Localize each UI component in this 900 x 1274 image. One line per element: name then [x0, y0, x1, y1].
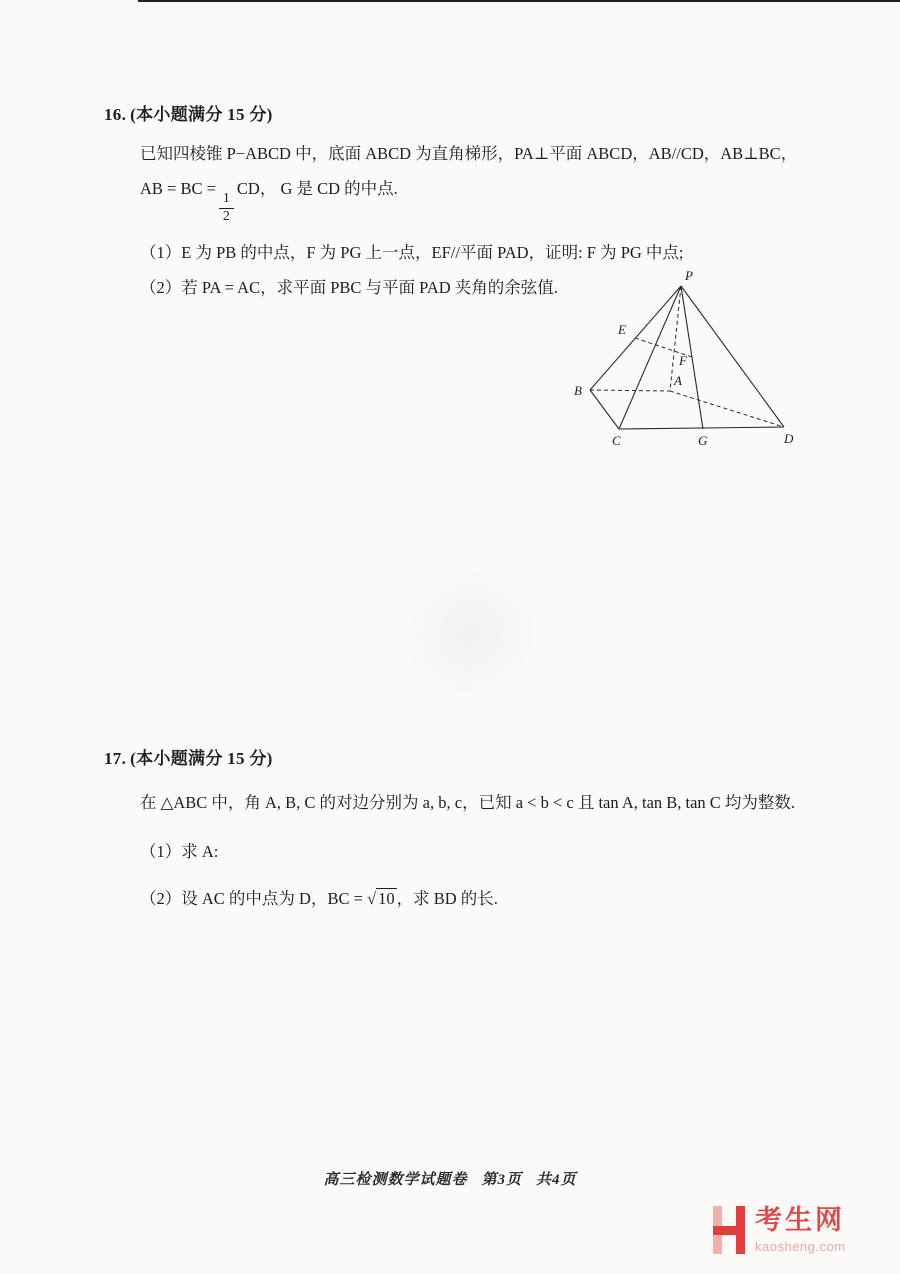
pyramid-solid-edges — [590, 286, 784, 429]
pyramid-figure — [568, 270, 808, 452]
question-16-line-1: 已知四棱锥 P−ABCD 中，底面 ABCD 为直角梯形，PA⊥平面 ABCD，AB//CD，AB⊥BC， — [140, 144, 798, 163]
edge-BA-hidden — [590, 390, 670, 391]
q17-item2-prefix: （2）设 AC 的中点为 D，BC = — [140, 889, 363, 909]
vertex-label-D: D — [784, 431, 794, 446]
kaosheng-brand-name: 考生网 — [755, 1205, 845, 1235]
question-16-item-1: （1）E 为 PB 的中点，F 为 PG 上一点，EF//平面 PAD，证明: F 为 PG 中点; — [140, 242, 684, 262]
radicand: 10 — [378, 889, 395, 909]
edge-BC — [590, 390, 619, 429]
radical-sign: √ — [367, 889, 377, 909]
question-17-item-2 — [140, 885, 804, 912]
edge-CD — [619, 427, 784, 429]
q17-item2-suffix: ，求 BD 的长. — [396, 889, 498, 909]
q16-line2-prefix: AB = BC = — [140, 179, 216, 199]
question-17 — [104, 744, 804, 913]
question-17-body — [140, 789, 804, 913]
vertex-label-B: B — [574, 383, 582, 398]
question-16-score-note: (本小题满分 15 分) — [130, 105, 273, 124]
edge-PD — [681, 286, 784, 427]
vertex-label-A: A — [674, 373, 682, 388]
sqrt-ten — [367, 888, 397, 908]
question-16-item-2: （2）若 PA = AC，求平面 PBC 与平面 PAD 夹角的余弦值. — [140, 277, 558, 297]
edge-AD-hidden — [670, 391, 784, 427]
page-footer — [0, 1168, 900, 1189]
pyramid-figure-svg — [568, 270, 808, 452]
footer-title: 高三检测数学试题卷 — [323, 1172, 468, 1188]
question-16-line-2 — [140, 175, 804, 224]
question-17-item-1: （1）求 A: — [140, 842, 219, 862]
vertex-label-F: F — [679, 353, 687, 368]
footer-page-number: 第3页 — [481, 1172, 522, 1188]
question-17-score-note: (本小题满分 15 分) — [130, 749, 273, 768]
q16-line2-suffix: CD， G 是 CD 的中点. — [236, 179, 398, 199]
edge-PC — [619, 286, 681, 429]
kaosheng-logo-icon — [710, 1204, 748, 1256]
question-16-number: 16. — [104, 105, 127, 124]
kaosheng-site-url: kaosheng.com — [755, 1239, 846, 1255]
pyramid-vertex-labels — [574, 270, 794, 448]
footer-page-total: 共4页 — [536, 1172, 577, 1188]
question-17-heading — [104, 744, 804, 769]
fraction-one-half — [219, 192, 234, 224]
fraction-denominator: 2 — [222, 208, 230, 224]
question-17-intro: 在 △ABC 中，角 A, B, C 的对边分别为 a, b, c，已知 a < b < c 且 tan A, tan B, tan C 均为整数. — [140, 793, 796, 812]
faint-scan-artifact — [375, 540, 566, 730]
vertex-label-G: G — [698, 433, 708, 448]
question-16-heading — [104, 100, 804, 125]
vertex-label-C: C — [612, 433, 621, 448]
kaosheng-watermark-text — [755, 1204, 846, 1254]
fraction-numerator: 1 — [219, 192, 234, 209]
question-17-number: 17. — [104, 749, 127, 768]
kaosheng-watermark — [710, 1204, 846, 1256]
scan-edge-line — [138, 0, 900, 2]
vertex-label-P: P — [685, 270, 693, 283]
vertex-label-E: E — [618, 322, 626, 337]
